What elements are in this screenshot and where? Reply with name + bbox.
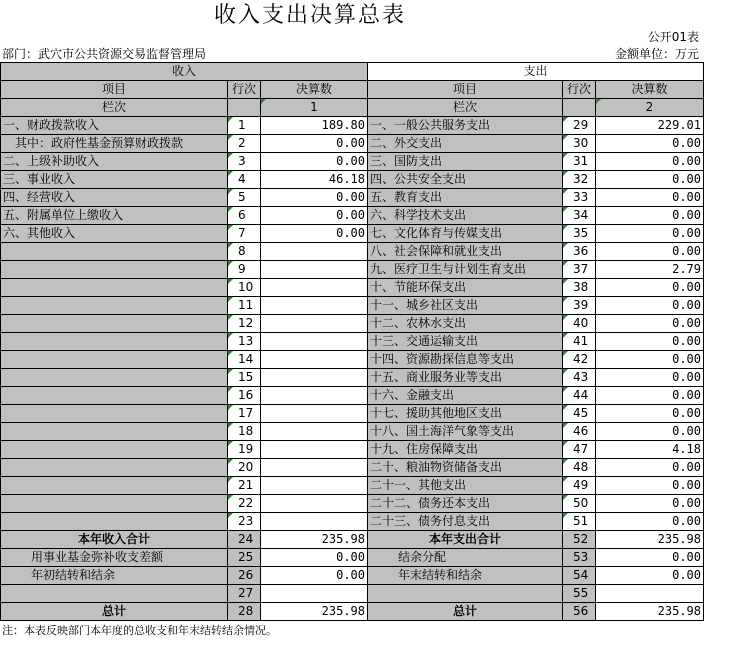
report-title: 收入支出决算总表 <box>213 3 406 28</box>
expense-item-label: 十三、交通运输支出 <box>368 333 563 351</box>
expense-line-no: 47 <box>563 441 596 459</box>
income-line-no: 13 <box>228 333 261 351</box>
fund-offset-value[interactable]: 0.00 <box>261 549 368 567</box>
income-line-no: 8 <box>228 243 261 261</box>
income-amount[interactable] <box>261 279 368 297</box>
blank-no-right: 55 <box>563 585 596 603</box>
expense-item-label: 十六、金融支出 <box>368 387 563 405</box>
expense-amount[interactable]: 0.00 <box>596 315 704 333</box>
income-item-label <box>1 315 228 333</box>
grand-total-value-left[interactable]: 235.98 <box>261 603 368 621</box>
opening-balance-no: 26 <box>228 567 261 585</box>
expense-line-no: 50 <box>563 495 596 513</box>
surplus-allocation-no: 53 <box>563 549 596 567</box>
income-item-label <box>1 423 228 441</box>
expense-line-no: 35 <box>563 225 596 243</box>
table-row <box>1 513 704 531</box>
income-amount[interactable] <box>261 243 368 261</box>
table-row <box>1 405 704 423</box>
expense-line-no: 29 <box>563 117 596 135</box>
expense-item-label: 十九、住房保障支出 <box>368 441 563 459</box>
income-line-no: 12 <box>228 315 261 333</box>
expense-item-label: 十七、援助其他地区支出 <box>368 405 563 423</box>
income-amount[interactable] <box>261 315 368 333</box>
table-row <box>1 171 704 189</box>
grand-total-label-right: 总计 <box>368 603 563 621</box>
income-item-label <box>1 351 228 369</box>
opening-balance-label: 年初结转和结余 <box>1 567 228 585</box>
expense-line-header: 行次 <box>563 81 596 99</box>
grand-total-label-left: 总计 <box>1 603 228 621</box>
table-row <box>1 423 704 441</box>
income-line-no: 15 <box>228 369 261 387</box>
table-row <box>1 387 704 405</box>
income-item-label <box>1 279 228 297</box>
table-row <box>1 441 704 459</box>
expense-amount[interactable]: 0.00 <box>596 153 704 171</box>
expense-item-label: 十、节能环保支出 <box>368 279 563 297</box>
income-item-label: 三、事业收入 <box>1 171 228 189</box>
grand-total-no-right: 56 <box>563 603 596 621</box>
unit-label: 金额单位：万元 <box>614 47 699 61</box>
income-amount[interactable]: 0.00 <box>261 135 368 153</box>
expense-amount[interactable]: 0.00 <box>596 189 704 207</box>
surplus-allocation-value[interactable]: 0.00 <box>596 549 704 567</box>
summary-row <box>1 585 704 603</box>
expense-item-label: 四、公共安全支出 <box>368 171 563 189</box>
income-colno-value: 1 <box>261 99 368 117</box>
income-amount[interactable]: 0.00 <box>261 207 368 225</box>
income-amount[interactable] <box>261 369 368 387</box>
expense-colno-header: 栏次 <box>368 99 563 117</box>
income-amount[interactable] <box>261 495 368 513</box>
income-amount-header: 决算数 <box>261 81 368 99</box>
income-section-header: 收入 <box>1 63 368 81</box>
income-item-label <box>1 369 228 387</box>
expense-line-no: 51 <box>563 513 596 531</box>
table-row <box>1 477 704 495</box>
income-amount[interactable] <box>261 477 368 495</box>
closing-balance-value[interactable]: 0.00 <box>596 567 704 585</box>
expense-line-no: 42 <box>563 351 596 369</box>
income-item-label <box>1 495 228 513</box>
expense-item-label: 十四、资源勘探信息等支出 <box>368 351 563 369</box>
income-item-header: 项目 <box>1 81 228 99</box>
table-row <box>1 207 704 225</box>
expense-colno-blank <box>563 99 596 117</box>
income-amount[interactable]: 0.00 <box>261 225 368 243</box>
income-item-label <box>1 387 228 405</box>
income-item-label: 四、经营收入 <box>1 189 228 207</box>
income-item-label <box>1 513 228 531</box>
income-line-no: 14 <box>228 351 261 369</box>
table-row <box>1 351 704 369</box>
fund-offset-no: 25 <box>228 549 261 567</box>
income-amount[interactable]: 189.80 <box>261 117 368 135</box>
closing-balance-label: 年末结转和结余 <box>368 567 563 585</box>
summary-row <box>1 549 704 567</box>
table-row <box>1 315 704 333</box>
department-label: 部门：武穴市公共资源交易监督管理局 <box>2 47 207 61</box>
income-amount[interactable] <box>261 513 368 531</box>
expense-amount[interactable]: 0.00 <box>596 405 704 423</box>
expense-amount[interactable]: 0.00 <box>596 459 704 477</box>
expense-item-label: 一、一般公共服务支出 <box>368 117 563 135</box>
expense-item-label: 六、科学技术支出 <box>368 207 563 225</box>
expense-total-label: 本年支出合计 <box>368 531 563 549</box>
expense-item-label: 二十、粮油物资储备支出 <box>368 459 563 477</box>
income-amount[interactable]: 0.00 <box>261 189 368 207</box>
income-line-no: 20 <box>228 459 261 477</box>
income-total-label: 本年收入合计 <box>1 531 228 549</box>
expense-item-label: 九、医疗卫生与计划生育支出 <box>368 261 563 279</box>
income-item-label <box>1 459 228 477</box>
surplus-allocation-label: 结余分配 <box>368 549 563 567</box>
expense-amount[interactable]: 0.00 <box>596 369 704 387</box>
income-colno-header: 栏次 <box>1 99 228 117</box>
income-total-value[interactable]: 235.98 <box>261 531 368 549</box>
income-line-no: 23 <box>228 513 261 531</box>
expense-line-no: 40 <box>563 315 596 333</box>
income-amount[interactable] <box>261 423 368 441</box>
expense-line-no: 45 <box>563 405 596 423</box>
closing-balance-no: 54 <box>563 567 596 585</box>
income-line-no: 7 <box>228 225 261 243</box>
income-line-no: 2 <box>228 135 261 153</box>
income-line-no: 17 <box>228 405 261 423</box>
summary-row <box>1 567 704 585</box>
expense-item-label: 十八、国土海洋气象等支出 <box>368 423 563 441</box>
blank-no: 27 <box>228 585 261 603</box>
expense-line-no: 43 <box>563 369 596 387</box>
expense-amount[interactable]: 0.00 <box>596 351 704 369</box>
expense-line-no: 39 <box>563 297 596 315</box>
income-line-header: 行次 <box>228 81 261 99</box>
income-colno-blank <box>228 99 261 117</box>
summary-table <box>0 62 704 621</box>
table-row <box>1 495 704 513</box>
expense-amount[interactable]: 0.00 <box>596 387 704 405</box>
income-line-no: 21 <box>228 477 261 495</box>
expense-item-label: 二十一、其他支出 <box>368 477 563 495</box>
expense-line-no: 41 <box>563 333 596 351</box>
table-row <box>1 261 704 279</box>
blank-label <box>1 585 228 603</box>
expense-item-label: 二十三、债务付息支出 <box>368 513 563 531</box>
table-row <box>1 153 704 171</box>
income-item-label: 六、其他收入 <box>1 225 228 243</box>
income-line-no: 22 <box>228 495 261 513</box>
footnote: 注：本表反映部门本年度的总收支和年末结转结余情况。 <box>2 624 277 637</box>
income-amount[interactable] <box>261 297 368 315</box>
income-line-no: 18 <box>228 423 261 441</box>
opening-balance-value[interactable]: 0.00 <box>261 567 368 585</box>
income-item-label <box>1 405 228 423</box>
blank-value[interactable] <box>261 585 368 603</box>
expense-line-no: 30 <box>563 135 596 153</box>
income-total-no: 24 <box>228 531 261 549</box>
expense-item-label: 三、国防支出 <box>368 153 563 171</box>
expense-section-header: 支出 <box>368 63 704 81</box>
table-row <box>1 297 704 315</box>
expense-amount[interactable]: 0.00 <box>596 513 704 531</box>
expense-item-header: 项目 <box>368 81 563 99</box>
income-amount[interactable] <box>261 351 368 369</box>
expense-line-no: 44 <box>563 387 596 405</box>
expense-amount[interactable]: 2.79 <box>596 261 704 279</box>
expense-amount[interactable]: 229.01 <box>596 117 704 135</box>
expense-amount[interactable]: 4.18 <box>596 441 704 459</box>
table-row <box>1 225 704 243</box>
blank-value-right[interactable] <box>596 585 704 603</box>
table-row <box>1 369 704 387</box>
expense-line-no: 38 <box>563 279 596 297</box>
expense-amount[interactable]: 0.00 <box>596 207 704 225</box>
expense-line-no: 31 <box>563 153 596 171</box>
expense-amount[interactable]: 0.00 <box>596 333 704 351</box>
expense-line-no: 32 <box>563 171 596 189</box>
expense-line-no: 48 <box>563 459 596 477</box>
income-line-no: 16 <box>228 387 261 405</box>
income-amount[interactable] <box>261 261 368 279</box>
expense-line-no: 34 <box>563 207 596 225</box>
income-line-no: 9 <box>228 261 261 279</box>
blank-label-right <box>368 585 563 603</box>
expense-amount[interactable]: 0.00 <box>596 477 704 495</box>
summary-row <box>1 531 704 549</box>
fund-offset-label: 用事业基金弥补收支差额 <box>1 549 228 567</box>
expense-item-label: 二、外交支出 <box>368 135 563 153</box>
expense-amount[interactable]: 0.00 <box>596 495 704 513</box>
expense-amount[interactable]: 0.00 <box>596 297 704 315</box>
income-line-no: 11 <box>228 297 261 315</box>
expense-amount[interactable]: 0.00 <box>596 225 704 243</box>
expense-amount[interactable]: 0.00 <box>596 135 704 153</box>
table-row <box>1 189 704 207</box>
income-amount[interactable] <box>261 405 368 423</box>
expense-line-no: 49 <box>563 477 596 495</box>
expense-amount[interactable]: 0.00 <box>596 243 704 261</box>
expense-line-no: 37 <box>563 261 596 279</box>
income-amount[interactable]: 0.00 <box>261 153 368 171</box>
expense-amount-header: 决算数 <box>596 81 704 99</box>
income-line-no: 4 <box>228 171 261 189</box>
expense-line-no: 33 <box>563 189 596 207</box>
income-amount[interactable] <box>261 387 368 405</box>
grand-total-value-right[interactable]: 235.98 <box>596 603 704 621</box>
grand-total-no-left: 28 <box>228 603 261 621</box>
income-amount[interactable] <box>261 333 368 351</box>
expense-amount[interactable]: 0.00 <box>596 171 704 189</box>
table-row <box>1 117 704 135</box>
expense-item-label: 二十二、债务还本支出 <box>368 495 563 513</box>
income-line-no: 5 <box>228 189 261 207</box>
table-row <box>1 243 704 261</box>
income-line-no: 10 <box>228 279 261 297</box>
table-row <box>1 459 704 477</box>
income-amount[interactable]: 46.18 <box>261 171 368 189</box>
income-item-label: 二、上级补助收入 <box>1 153 228 171</box>
income-line-no: 1 <box>228 117 261 135</box>
expense-amount[interactable]: 0.00 <box>596 279 704 297</box>
expense-total-value[interactable]: 235.98 <box>596 531 704 549</box>
income-item-label: 其中：政府性基金预算财政拨款 <box>1 135 228 153</box>
expense-item-label: 五、教育支出 <box>368 189 563 207</box>
expense-item-label: 七、文化体育与传媒支出 <box>368 225 563 243</box>
income-line-no: 3 <box>228 153 261 171</box>
expense-item-label: 八、社会保障和就业支出 <box>368 243 563 261</box>
report-code: 公开01表 <box>647 30 699 44</box>
table-row <box>1 135 704 153</box>
income-item-label <box>1 477 228 495</box>
income-line-no: 6 <box>228 207 261 225</box>
expense-colno-value: 2 <box>596 99 704 117</box>
table-row <box>1 279 704 297</box>
income-item-label <box>1 243 228 261</box>
expense-line-no: 36 <box>563 243 596 261</box>
expense-total-no: 52 <box>563 531 596 549</box>
income-item-label <box>1 441 228 459</box>
income-line-no: 19 <box>228 441 261 459</box>
income-item-label <box>1 261 228 279</box>
income-amount[interactable] <box>261 459 368 477</box>
expense-amount[interactable]: 0.00 <box>596 423 704 441</box>
income-item-label: 五、附属单位上缴收入 <box>1 207 228 225</box>
expense-item-label: 十一、城乡社区支出 <box>368 297 563 315</box>
expense-item-label: 十二、农林水支出 <box>368 315 563 333</box>
expense-line-no: 46 <box>563 423 596 441</box>
grand-total-row <box>1 603 704 621</box>
table-row <box>1 333 704 351</box>
income-amount[interactable] <box>261 441 368 459</box>
income-item-label <box>1 333 228 351</box>
expense-item-label: 十五、商业服务业等支出 <box>368 369 563 387</box>
income-item-label: 一、财政拨款收入 <box>1 117 228 135</box>
income-item-label <box>1 297 228 315</box>
